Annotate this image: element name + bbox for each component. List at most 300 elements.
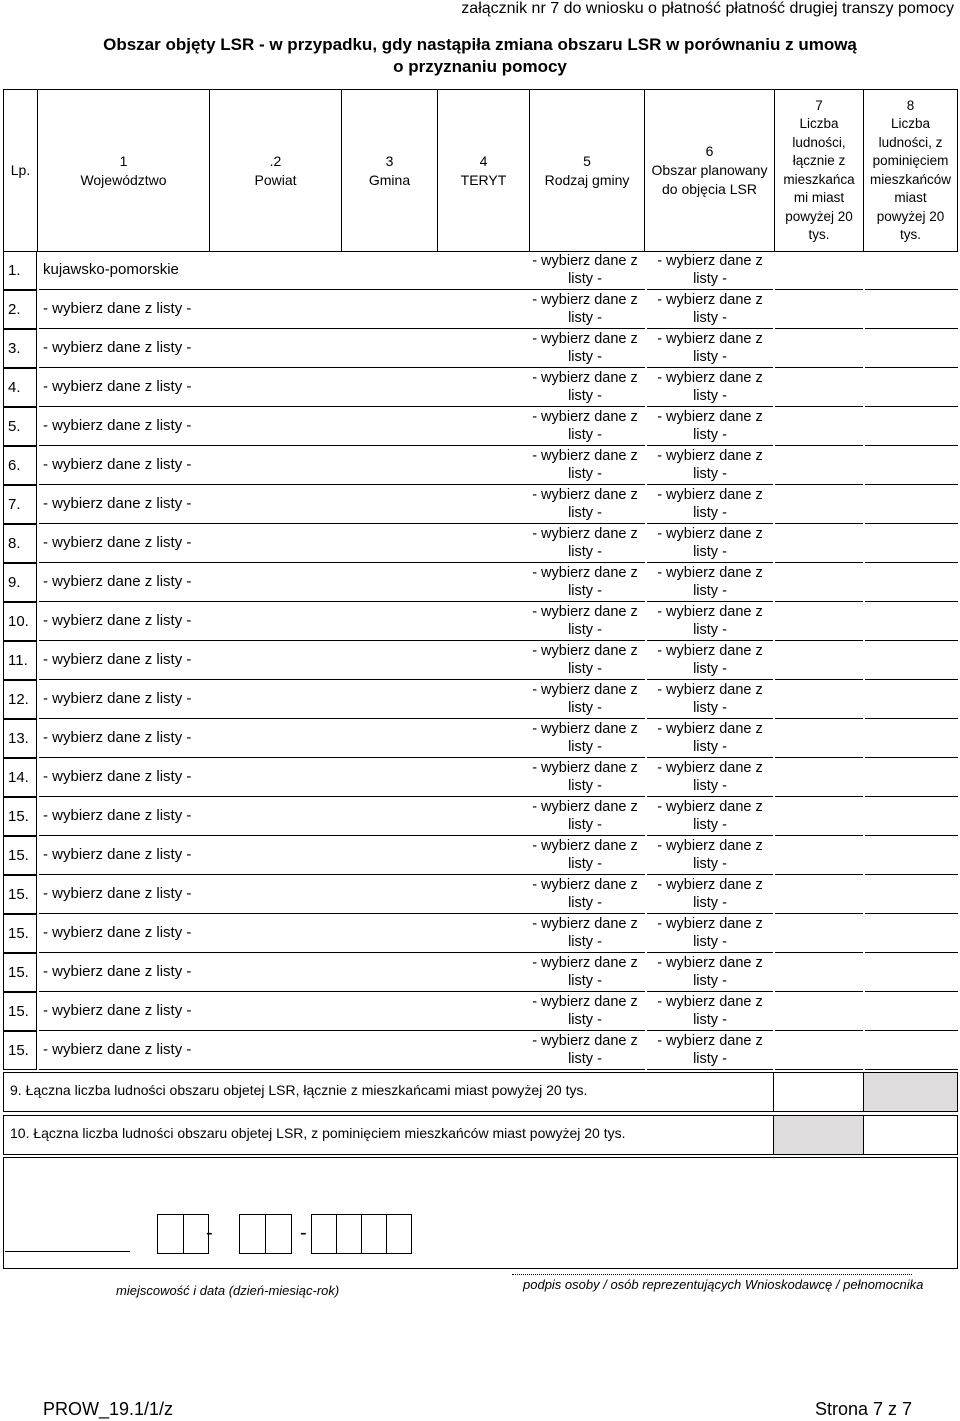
header-label: do objęcia LSR [662, 181, 757, 197]
header-label: pominięciem [872, 153, 949, 168]
select-text-2: listy - [568, 700, 602, 716]
row-number: 6. [3, 446, 37, 485]
ludnosc-pominiecie-field[interactable] [865, 914, 958, 953]
table-row [3, 719, 958, 758]
row-empty-cells [211, 602, 525, 641]
table-row [3, 836, 958, 875]
annex-label: załącznik nr 7 do wniosku o płatność płatność drugiej transzy pomocy [461, 0, 954, 17]
select-text-1: - wybierz dane z [532, 1033, 638, 1049]
obszar-select[interactable] [647, 641, 773, 680]
rodzaj-gminy-select[interactable] [525, 914, 645, 953]
select-text-1: - wybierz dane z [532, 799, 638, 815]
header-gmina [342, 90, 438, 251]
select-text-1: - wybierz dane z [532, 448, 638, 464]
wojewodztwo-select[interactable]: - wybierz dane z listy - [39, 1031, 211, 1070]
ludnosc-pominiecie-field[interactable] [865, 407, 958, 446]
row-empty-cells [211, 680, 525, 719]
select-text-1: - wybierz dane z [532, 604, 638, 620]
wojewodztwo-select[interactable]: - wybierz dane z listy - [39, 680, 211, 719]
select-text-2: listy - [568, 310, 602, 326]
obszar-select[interactable] [647, 563, 773, 602]
obszar-select[interactable] [647, 914, 773, 953]
select-text-1: - wybierz dane z [657, 292, 763, 308]
ludnosc-pominiecie-field[interactable] [865, 563, 958, 602]
table-row [3, 446, 958, 485]
header-num: 4 [479, 152, 488, 169]
ludnosc-pominiecie-field[interactable] [865, 446, 958, 485]
select-text-2: listy - [568, 622, 602, 638]
select-text-2: listy - [693, 466, 727, 482]
select-text-2: listy - [693, 934, 727, 950]
row-empty-cells [211, 641, 525, 680]
table-row [3, 251, 958, 290]
sum-row-9 [3, 1072, 958, 1112]
ludnosc-pominiecie-field[interactable] [865, 875, 958, 914]
obszar-select[interactable] [647, 446, 773, 485]
wojewodztwo-select[interactable]: - wybierz dane z listy - [39, 290, 211, 329]
select-text-2: listy - [568, 1012, 602, 1028]
obszar-select[interactable] [647, 368, 773, 407]
header-lp [4, 90, 38, 251]
wojewodztwo-select[interactable]: - wybierz dane z listy - [39, 641, 211, 680]
obszar-select[interactable] [647, 251, 773, 290]
header-num: 1 [119, 152, 128, 169]
header-label: ludności, z [878, 134, 943, 150]
row-empty-cells [211, 1031, 525, 1070]
select-text-1: - wybierz dane z [657, 643, 763, 659]
select-text-1: - wybierz dane z [657, 370, 763, 386]
header-lp-label: Lp. [10, 162, 31, 178]
wojewodztwo-select[interactable]: - wybierz dane z listy - [39, 446, 211, 485]
select-text-2: listy - [693, 310, 727, 326]
rodzaj-gminy-select[interactable] [525, 563, 645, 602]
ludnosc-lacznie-field[interactable] [775, 290, 863, 329]
ludnosc-lacznie-field[interactable] [775, 1031, 863, 1070]
select-text-1: - wybierz dane z [657, 526, 763, 542]
row-empty-cells [211, 836, 525, 875]
ludnosc-pominiecie-field[interactable] [865, 992, 958, 1031]
ludnosc-pominiecie-field[interactable] [865, 329, 958, 368]
ludnosc-lacznie-field[interactable] [775, 446, 863, 485]
table-row [3, 524, 958, 563]
day-field[interactable] [157, 1214, 209, 1254]
header-label: TERYT [460, 171, 507, 188]
rodzaj-gminy-select[interactable] [525, 602, 645, 641]
rodzaj-gminy-select[interactable] [525, 719, 645, 758]
select-text-2: listy - [568, 973, 602, 989]
wojewodztwo-select[interactable]: - wybierz dane z listy - [39, 524, 211, 563]
select-text-2: listy - [568, 934, 602, 950]
obszar-select[interactable] [647, 1031, 773, 1070]
select-text-2: listy - [568, 1051, 602, 1067]
row-number: 15. [3, 953, 37, 992]
header-label: łącznie z [792, 153, 846, 168]
rodzaj-gminy-select[interactable] [525, 446, 645, 485]
select-text-1: - wybierz dane z [657, 448, 763, 464]
wojewodztwo-select[interactable]: - wybierz dane z listy - [39, 953, 211, 992]
header-num: .2 [269, 152, 282, 169]
wojewodztwo-select[interactable]: - wybierz dane z listy - [39, 992, 211, 1031]
place-date-caption: miejscowość i data (dzień-miesiąc-rok) [116, 1283, 340, 1298]
select-text-1: - wybierz dane z [532, 760, 638, 776]
select-text-2: listy - [568, 388, 602, 404]
ludnosc-lacznie-field[interactable] [775, 680, 863, 719]
header-label: powyżej 20 [876, 208, 945, 224]
header-obszar [645, 90, 775, 251]
date-separator: - [206, 1222, 213, 1244]
select-text-1: - wybierz dane z [657, 1033, 763, 1049]
rodzaj-gminy-select[interactable] [525, 407, 645, 446]
sum-row-9-value-field[interactable] [773, 1073, 863, 1111]
select-text-2: listy - [693, 700, 727, 716]
table-row [3, 368, 958, 407]
row-number: 4. [3, 368, 37, 407]
signature-line[interactable] [512, 1274, 912, 1275]
select-text-1: - wybierz dane z [532, 682, 638, 698]
header-label: Gmina [368, 171, 411, 188]
rodzaj-gminy-select[interactable] [525, 1031, 645, 1070]
table-row [3, 758, 958, 797]
rodzaj-gminy-select[interactable] [525, 524, 645, 563]
rodzaj-gminy-select[interactable] [525, 797, 645, 836]
ludnosc-pominiecie-field[interactable] [865, 953, 958, 992]
header-label: mi miast [793, 190, 845, 205]
year-field[interactable] [311, 1214, 412, 1254]
obszar-select[interactable] [647, 290, 773, 329]
wojewodztwo-select[interactable]: - wybierz dane z listy - [39, 875, 211, 914]
table-row [3, 641, 958, 680]
select-text-2: listy - [693, 1051, 727, 1067]
sum-row-9-label: 9. Łączna liczba ludności obszaru objetej LSR, łącznie z mieszkańcami miast powyżej 20 tys. [10, 1082, 588, 1098]
row-empty-cells [211, 524, 525, 563]
rodzaj-gminy-select[interactable] [525, 368, 645, 407]
select-text-2: listy - [568, 817, 602, 833]
ludnosc-pominiecie-field[interactable] [865, 602, 958, 641]
select-text-1: - wybierz dane z [657, 916, 763, 932]
obszar-select[interactable] [647, 992, 773, 1031]
ludnosc-lacznie-field[interactable] [775, 836, 863, 875]
ludnosc-pominiecie-field[interactable] [865, 251, 958, 290]
row-empty-cells [211, 251, 525, 290]
header-label: powyżej 20 [785, 208, 853, 224]
ludnosc-pominiecie-field[interactable] [865, 797, 958, 836]
select-text-1: - wybierz dane z [657, 253, 763, 269]
select-text-2: listy - [693, 388, 727, 404]
sum-row-10-label: 10. Łączna liczba ludności obszaru objetej LSR, z pominięciem mieszkańców miast powyżej 20 tys. [10, 1125, 626, 1141]
rodzaj-gminy-select[interactable] [525, 875, 645, 914]
row-number: 15. [3, 992, 37, 1031]
ludnosc-pominiecie-field[interactable] [865, 290, 958, 329]
header-num: 7 [815, 97, 823, 113]
select-text-2: listy - [693, 895, 727, 911]
wojewodztwo-select[interactable]: - wybierz dane z listy - [39, 329, 211, 368]
row-number: 15. [3, 797, 37, 836]
select-text-1: - wybierz dane z [532, 409, 638, 425]
select-text-2: listy - [568, 349, 602, 365]
ludnosc-lacznie-field[interactable] [775, 329, 863, 368]
header-num: 3 [385, 152, 394, 169]
ludnosc-lacznie-field[interactable] [775, 641, 863, 680]
header-label: tys. [899, 227, 921, 242]
date-separator: - [300, 1222, 307, 1244]
select-text-2: listy - [568, 661, 602, 677]
wojewodztwo-select[interactable]: - wybierz dane z listy - [39, 836, 211, 875]
header-num: 8 [906, 97, 915, 113]
obszar-select[interactable] [647, 797, 773, 836]
wojewodztwo-select[interactable]: - wybierz dane z listy - [39, 914, 211, 953]
rodzaj-gminy-select[interactable] [525, 680, 645, 719]
select-text-1: - wybierz dane z [532, 370, 638, 386]
select-text-2: listy - [693, 778, 727, 794]
row-empty-cells [211, 719, 525, 758]
ludnosc-lacznie-field[interactable] [775, 914, 863, 953]
header-label: mieszkańców [869, 171, 952, 187]
row-number: 8. [3, 524, 37, 563]
header-label: Powiat [254, 171, 297, 188]
obszar-select[interactable] [647, 953, 773, 992]
select-text-1: - wybierz dane z [532, 565, 638, 581]
select-text-1: - wybierz dane z [532, 292, 638, 308]
table-row [3, 992, 958, 1031]
select-text-1: - wybierz dane z [657, 682, 763, 698]
rodzaj-gminy-select[interactable] [525, 953, 645, 992]
ludnosc-lacznie-field[interactable] [775, 719, 863, 758]
select-text-1: - wybierz dane z [657, 955, 763, 971]
ludnosc-pominiecie-field[interactable] [865, 680, 958, 719]
rodzaj-gminy-select[interactable] [525, 758, 645, 797]
select-text-2: listy - [568, 466, 602, 482]
select-text-1: - wybierz dane z [657, 838, 763, 854]
header-num: 5 [583, 152, 591, 169]
table-row [3, 329, 958, 368]
rodzaj-gminy-select[interactable] [525, 329, 645, 368]
row-number: 10. [3, 602, 37, 641]
footer-form-code: PROW_19.1/1/z [43, 1399, 174, 1419]
select-text-2: listy - [693, 817, 727, 833]
ludnosc-lacznie-field[interactable] [775, 992, 863, 1031]
ludnosc-lacznie-field[interactable] [775, 875, 863, 914]
row-number: 5. [3, 407, 37, 446]
row-number: 15. [3, 914, 37, 953]
row-number: 15. [3, 1031, 37, 1070]
row-number: 13. [3, 719, 37, 758]
footer-page-number: Strona 7 z 7 [814, 1399, 912, 1419]
table-row [3, 797, 958, 836]
obszar-select[interactable] [647, 329, 773, 368]
ludnosc-lacznie-field[interactable] [775, 524, 863, 563]
header-label: miast [894, 190, 927, 205]
select-text-1: - wybierz dane z [532, 877, 638, 893]
ludnosc-pominiecie-field[interactable] [865, 368, 958, 407]
rodzaj-gminy-select[interactable] [525, 485, 645, 524]
obszar-select[interactable] [647, 758, 773, 797]
title-line-1: Obszar objęty LSR - w przypadku, gdy nastąpiła zmiana obszaru LSR w porównaniu z umową [103, 35, 857, 54]
select-text-1: - wybierz dane z [657, 721, 763, 737]
month-field[interactable] [239, 1214, 292, 1254]
table-row [3, 290, 958, 329]
rodzaj-gminy-select[interactable] [525, 251, 645, 290]
ludnosc-pominiecie-field[interactable] [865, 485, 958, 524]
ludnosc-lacznie-field[interactable] [775, 485, 863, 524]
select-text-2: listy - [693, 1012, 727, 1028]
header-label: tys. [808, 227, 830, 242]
wojewodztwo-select[interactable]: - wybierz dane z listy - [39, 368, 211, 407]
select-text-2: listy - [568, 895, 602, 911]
header-label: Województwo [80, 171, 167, 188]
ludnosc-lacznie-field[interactable] [775, 758, 863, 797]
obszar-select[interactable] [647, 719, 773, 758]
sum-row-10 [3, 1115, 958, 1155]
table-row [3, 680, 958, 719]
ludnosc-lacznie-field[interactable] [775, 251, 863, 290]
row-empty-cells [211, 914, 525, 953]
ludnosc-pominiecie-field[interactable] [865, 719, 958, 758]
select-text-2: listy - [568, 583, 602, 599]
signature-section [3, 1157, 958, 1269]
wojewodztwo-select[interactable]: - wybierz dane z listy - [39, 797, 211, 836]
signature-caption: podpis osoby / osób reprezentujących Wnioskodawcę / pełnomocnika [523, 1277, 924, 1292]
rodzaj-gminy-select[interactable] [525, 992, 645, 1031]
row-empty-cells [211, 758, 525, 797]
obszar-select[interactable] [647, 524, 773, 563]
table-row [3, 1031, 958, 1070]
wojewodztwo-select[interactable]: kujawsko-pomorskie [39, 251, 211, 290]
header-label: mieszkańca [783, 171, 855, 187]
page-title [0, 34, 960, 78]
ludnosc-lacznie-field[interactable] [775, 407, 863, 446]
header-label: ludności, [792, 134, 846, 150]
ludnosc-lacznie-field[interactable] [775, 953, 863, 992]
obszar-select[interactable] [647, 680, 773, 719]
wojewodztwo-select[interactable]: - wybierz dane z listy - [39, 407, 211, 446]
select-text-1: - wybierz dane z [532, 487, 638, 503]
row-number: 7. [3, 485, 37, 524]
row-empty-cells [211, 563, 525, 602]
place-line[interactable] [5, 1251, 130, 1252]
title-line-2: o przyznaniu pomocy [393, 57, 567, 76]
row-empty-cells [211, 875, 525, 914]
row-empty-cells [211, 797, 525, 836]
select-text-2: listy - [568, 739, 602, 755]
select-text-2: listy - [568, 505, 602, 521]
wojewodztwo-select[interactable]: - wybierz dane z listy - [39, 602, 211, 641]
row-number: 2. [3, 290, 37, 329]
select-text-1: - wybierz dane z [532, 955, 638, 971]
rodzaj-gminy-select[interactable] [525, 641, 645, 680]
ludnosc-lacznie-field[interactable] [775, 797, 863, 836]
ludnosc-lacznie-field[interactable] [775, 602, 863, 641]
wojewodztwo-select[interactable]: - wybierz dane z listy - [39, 485, 211, 524]
table-row [3, 602, 958, 641]
ludnosc-pominiecie-field[interactable] [865, 524, 958, 563]
select-text-2: listy - [568, 856, 602, 872]
obszar-select[interactable] [647, 875, 773, 914]
select-text-2: listy - [693, 661, 727, 677]
row-empty-cells [211, 992, 525, 1031]
select-text-2: listy - [693, 739, 727, 755]
header-liczba-ludnosci-pominiecie [864, 90, 957, 251]
sum-row-9-disabled-cell [863, 1073, 957, 1111]
select-text-2: listy - [568, 778, 602, 794]
select-text-1: - wybierz dane z [657, 760, 763, 776]
ludnosc-lacznie-field[interactable] [775, 563, 863, 602]
header-teryt [438, 90, 530, 251]
row-empty-cells [211, 368, 525, 407]
select-text-1: - wybierz dane z [532, 721, 638, 737]
header-label: Rodzaj gminy [544, 171, 630, 188]
select-text-1: - wybierz dane z [657, 409, 763, 425]
select-text-1: - wybierz dane z [657, 604, 763, 620]
select-text-1: - wybierz dane z [532, 994, 638, 1010]
obszar-select[interactable] [647, 836, 773, 875]
select-text-1: - wybierz dane z [532, 643, 638, 659]
select-text-1: - wybierz dane z [657, 487, 763, 503]
select-text-2: listy - [693, 505, 727, 521]
header-powiat [210, 90, 342, 251]
select-text-2: listy - [568, 544, 602, 560]
wojewodztwo-select[interactable]: - wybierz dane z listy - [39, 758, 211, 797]
row-number: 1. [3, 251, 37, 290]
header-liczba-ludnosci-lacznie [775, 90, 864, 251]
row-empty-cells [211, 407, 525, 446]
select-text-1: - wybierz dane z [532, 331, 638, 347]
wojewodztwo-select[interactable]: - wybierz dane z listy - [39, 563, 211, 602]
header-label: Liczba [799, 116, 839, 131]
obszar-select[interactable] [647, 602, 773, 641]
header-rodzaj-gminy [530, 90, 645, 251]
header-label: Obszar planowany [651, 162, 768, 178]
select-text-1: - wybierz dane z [657, 877, 763, 893]
select-text-2: listy - [693, 427, 727, 443]
ludnosc-pominiecie-field[interactable] [865, 641, 958, 680]
ludnosc-lacznie-field[interactable] [775, 368, 863, 407]
ludnosc-pominiecie-field[interactable] [865, 758, 958, 797]
select-text-1: - wybierz dane z [657, 331, 763, 347]
sum-row-10-disabled-cell [773, 1116, 863, 1154]
select-text-1: - wybierz dane z [532, 253, 638, 269]
row-number: 12. [3, 680, 37, 719]
table-header [3, 89, 958, 252]
select-text-2: listy - [693, 349, 727, 365]
row-empty-cells [211, 953, 525, 992]
select-text-2: listy - [693, 583, 727, 599]
select-text-2: listy - [693, 271, 727, 287]
sum-row-10-value-field[interactable] [863, 1116, 957, 1154]
select-text-2: listy - [568, 271, 602, 287]
table-row [3, 875, 958, 914]
select-text-2: listy - [693, 973, 727, 989]
select-text-2: listy - [693, 544, 727, 560]
row-number: 15. [3, 836, 37, 875]
obszar-select[interactable] [647, 485, 773, 524]
select-text-1: - wybierz dane z [657, 994, 763, 1010]
wojewodztwo-select[interactable]: - wybierz dane z listy - [39, 719, 211, 758]
table-row [3, 485, 958, 524]
row-empty-cells [211, 329, 525, 368]
ludnosc-pominiecie-field[interactable] [865, 836, 958, 875]
table-row [3, 563, 958, 602]
table-row [3, 953, 958, 992]
row-number: 15. [3, 875, 37, 914]
rodzaj-gminy-select[interactable] [525, 290, 645, 329]
ludnosc-pominiecie-field[interactable] [865, 1031, 958, 1070]
obszar-select[interactable] [647, 407, 773, 446]
row-number: 11. [3, 641, 37, 680]
rodzaj-gminy-select[interactable] [525, 836, 645, 875]
row-empty-cells [211, 290, 525, 329]
row-number: 3. [3, 329, 37, 368]
table-row [3, 407, 958, 446]
